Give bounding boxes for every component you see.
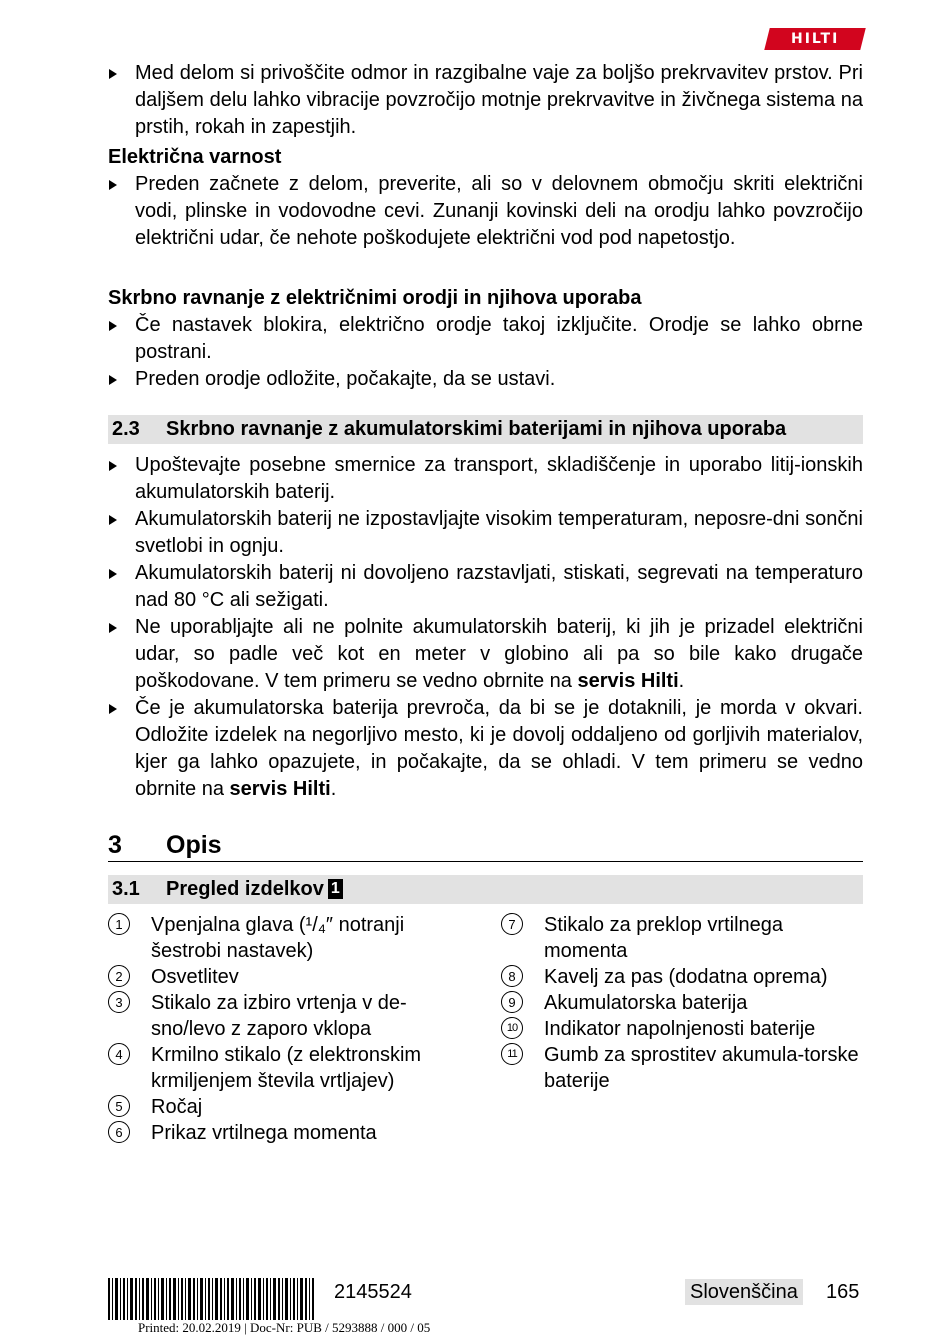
list-item: Če je akumulatorska baterija prevroča, da bi se je dotaknili, je morda v okvari. Odložite izdelek na negorljivo mesto, ki je dovolj oddaljeno od gorljivih materialov, kjer ga lahko opazujete, in počakajte, da se ohladi. V tem primeru se vedno obrnite na servis Hilti. (108, 695, 863, 803)
item-number-badge: 4 (108, 1043, 130, 1065)
language-label: Slovenščina (685, 1279, 803, 1305)
tool-handling-section (108, 285, 863, 393)
list-item: Preden orodje odložite, počakajte, da se ustavi. (108, 366, 863, 393)
item-number-badge: 9 (501, 991, 523, 1013)
list-item: 1 Vpenjalna glava (¹/₄″ notranji šestrobi nastavek) (108, 912, 468, 964)
electrical-safety-section (108, 144, 863, 252)
section-title: Pregled izdelkov 1 (166, 875, 343, 904)
section-title: Skrbno ravnanje z akumulatorskimi baterijami in njihova uporaba (166, 418, 787, 440)
page-number: 165 (826, 1281, 860, 1303)
list-item: Akumulatorskih baterij ne izpostavljajte visokim temperaturam, neposre-dni sončni svetlobi in ognju. (108, 506, 863, 560)
list-item: 3 Stikalo za izbiro vrtenja v de-sno/levo z zaporo vklopa (108, 990, 468, 1042)
item-number-badge: 5 (108, 1095, 130, 1117)
emphasis-text: servis Hilti (577, 670, 679, 692)
print-info: Printed: 20.02.2019 | Doc-Nr: PUB / 5293888 / 000 / 05 (138, 1320, 431, 1335)
bullet-triangle-icon (109, 461, 117, 471)
list-item: 6 Prikaz vrtilnega momenta (108, 1120, 468, 1146)
hilti-logo: HILTI (764, 28, 865, 50)
list-item: Ne uporabljajte ali ne polnite akumulatorskih baterij, ki jih je prizadel električni udar, so padle več kot en meter v globino ali pa so bile kako drugače poškodovane. V tem primeru se vedno obrnite na servis Hilti. (108, 614, 863, 695)
section-heading-2-3 (108, 415, 863, 444)
bullet-triangle-icon (109, 515, 117, 525)
item-number-badge: 7 (501, 913, 523, 935)
battery-bullets (108, 452, 863, 803)
figure-ref-badge: 1 (328, 879, 343, 899)
bullet-triangle-icon (109, 69, 117, 79)
list-item: 2 Osvetlitev (108, 964, 468, 990)
list-item: 8 Kavelj za pas (dodatna oprema) (501, 964, 863, 990)
chapter-number: 3 (108, 831, 122, 859)
item-number-badge: 2 (108, 965, 130, 987)
section-heading-3-1 (108, 875, 863, 904)
chapter-title: Opis (166, 831, 222, 859)
bullet-triangle-icon (109, 704, 117, 714)
item-number-badge: 1 (108, 913, 130, 935)
list-item: Akumulatorskih baterij ni dovoljeno razstavljati, stiskati, segrevati na temperaturo nad 80 °C ali sežigati. (108, 560, 863, 614)
list-item: 10 Indikator napolnjenosti baterije (501, 1016, 863, 1042)
list-item: 5 Ročaj (108, 1094, 468, 1120)
bullet-triangle-icon (109, 321, 117, 331)
subheading: Električna varnost (108, 146, 282, 168)
list-item: 9 Akumulatorska baterija (501, 990, 863, 1016)
bullet-triangle-icon (109, 375, 117, 385)
list-item: 4 Krmilno stikalo (z elektronskim krmiljenjem števila vrtljajev) (108, 1042, 468, 1094)
item-number-badge: 8 (501, 965, 523, 987)
item-number-badge: 6 (108, 1121, 130, 1143)
list-item: Preden začnete z delom, preverite, ali so v delovnem območju skriti električni vodi, plinske in vodovodne cevi. Zunanji kovinski deli na orodju lahko povzročijo električni udar, če nehote poškodujete električni vod pod napetostjo. (108, 171, 863, 252)
document-number: 2145524 (334, 1281, 412, 1303)
item-number-badge: 3 (108, 991, 130, 1013)
list-item: Če nastavek blokira, električno orodje takoj izključite. Orodje se lahko obrne postrani. (108, 312, 863, 366)
item-number-badge: 11 (501, 1043, 523, 1065)
component-list-left (108, 912, 468, 1146)
subheading: Skrbno ravnanje z električnimi orodji in njihova uporaba (108, 287, 642, 309)
component-list-right (501, 912, 863, 1094)
chapter-heading (108, 829, 863, 862)
bullet-triangle-icon (109, 180, 117, 190)
bullet-triangle-icon (109, 569, 117, 579)
section-number: 2.3 (112, 418, 140, 440)
emphasis-text: servis Hilti (229, 778, 331, 800)
list-item: Upoštevajte posebne smernice za transport, skladiščenje in uporabo litij-ionskih akumulatorskih baterij. (108, 452, 863, 506)
list-item: 7 Stikalo za preklop vrtilnega momenta (501, 912, 863, 964)
list-item: Med delom si privoščite odmor in razgibalne vaje za boljšo prekrvavitev prstov. Pri daljšem delu lahko vibracije povzročijo motnje prekrvavitve in živčnega sistema na prstih, rokah in zapestjih. (108, 60, 863, 141)
bullet-triangle-icon (109, 623, 117, 633)
vibration-bullets (108, 60, 863, 141)
barcode-icon (108, 1278, 314, 1320)
section-number: 3.1 (112, 878, 140, 900)
list-item: 11 Gumb za sprostitev akumula-torske baterije (501, 1042, 863, 1094)
item-number-badge: 10 (501, 1017, 523, 1039)
